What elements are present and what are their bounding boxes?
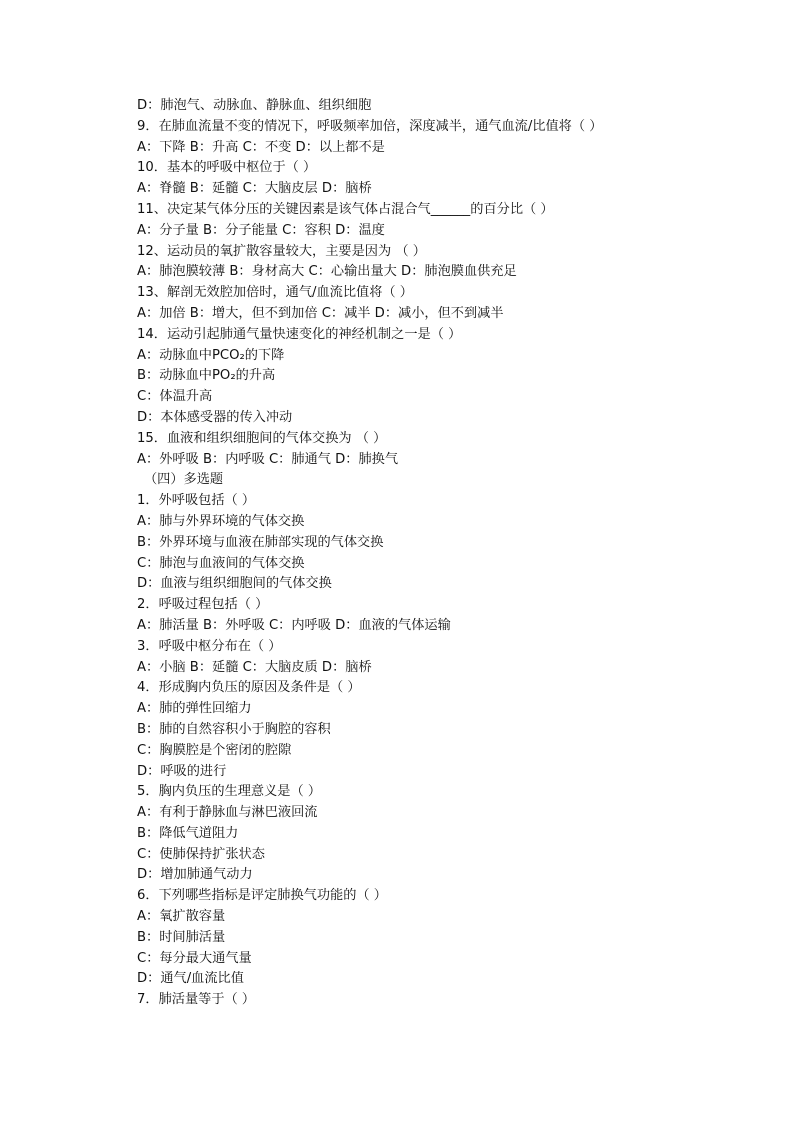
question-text: 7．肺活量等于（ ）	[137, 992, 256, 1008]
answer-option: B：降低气道阻力	[137, 825, 239, 841]
answer-option: B：时间肺活量	[137, 929, 226, 945]
question-text: 10．基本的呼吸中枢位于（ ）	[137, 160, 317, 176]
answer-option: C：体温升高	[137, 389, 213, 405]
answer-option: A：肺与外界环境的气体交换	[137, 513, 305, 529]
answer-option: A：动脉血中PCO₂的下降	[137, 347, 285, 363]
question-text: 2．呼吸过程包括（ ）	[137, 597, 269, 613]
answer-option: D：肺泡气、动脉血、静脉血、组织细胞	[137, 98, 372, 113]
question-text: 11、决定某气体分压的关键因素是该气体占混合气______的百分比（ ）	[137, 201, 554, 217]
section-heading: （四）多选题	[144, 472, 224, 488]
answer-option: A：外呼吸 B：内呼吸 C：肺通气 D：肺换气	[137, 451, 399, 467]
answer-option: A：脊髓 B：延髓 C：大脑皮层 D：脑桥	[137, 181, 372, 197]
question-text: 6．下列哪些指标是评定肺换气功能的（ ）	[137, 888, 387, 904]
answer-option: B：动脉血中PO₂的升高	[137, 368, 276, 384]
answer-option: A：下降 B：升高 C：不变 D：以上都不是	[137, 139, 385, 155]
answer-option: C：肺泡与血液间的气体交换	[137, 555, 305, 571]
question-text: 15．血液和组织细胞间的气体交换为 （ ）	[137, 430, 387, 446]
question-text: 12、运动员的氧扩散容量较大，主要是因为 （ ）	[137, 243, 426, 259]
question-text: 13、解剖无效腔加倍时，通气/血流比值将（ ）	[137, 285, 413, 301]
question-list	[0, 96, 794, 1011]
answer-option: C：使肺保持扩张状态	[137, 846, 265, 862]
answer-option: D：呼吸的进行	[137, 763, 227, 779]
answer-option: B：肺的自然容积小于胸腔的容积	[137, 721, 331, 737]
question-text: 5．胸内负压的生理意义是（ ）	[137, 784, 322, 800]
question-text: 14．运动引起肺通气量快速变化的神经机制之一是（ ）	[137, 326, 462, 342]
answer-option: A：加倍 B：增大，但不到加倍 C：减半 D：减小，但不到减半	[137, 305, 504, 321]
answer-option: D：通气/血流比值	[137, 971, 244, 987]
answer-option: C：每分最大通气量	[137, 950, 252, 966]
question-text: 9．在肺血流量不变的情况下，呼吸频率加倍，深度减半，通气血流/比值将（ ）	[137, 118, 603, 134]
answer-option: A：有利于静脉血与淋巴液回流	[137, 805, 318, 821]
question-text: 1．外呼吸包括（ ）	[137, 493, 256, 509]
answer-option: A：氧扩散容量	[137, 909, 226, 925]
answer-option: D：血液与组织细胞间的气体交换	[137, 576, 332, 592]
answer-option: A：肺泡膜较薄 B：身材高大 C：心输出量大 D：肺泡膜血供充足	[137, 264, 517, 280]
answer-option: D：本体感受器的传入冲动	[137, 409, 293, 425]
question-text: 4．形成胸内负压的原因及条件是（ ）	[137, 680, 361, 696]
answer-option: A：分子量 B：分子能量 C：容积 D：温度	[137, 222, 385, 238]
answer-option: A：肺活量 B：外呼吸 C：内呼吸 D：血液的气体运输	[137, 617, 451, 633]
answer-option: A：小脑 B：延髓 C：大脑皮质 D：脑桥	[137, 659, 372, 675]
answer-option: A：肺的弹性回缩力	[137, 701, 252, 717]
answer-option: C：胸膜腔是个密闭的腔隙	[137, 742, 292, 758]
answer-option: D：增加肺通气动力	[137, 867, 253, 883]
answer-option: B：外界环境与血液在肺部实现的气体交换	[137, 534, 384, 550]
question-text: 3．呼吸中枢分布在（ ）	[137, 638, 282, 654]
